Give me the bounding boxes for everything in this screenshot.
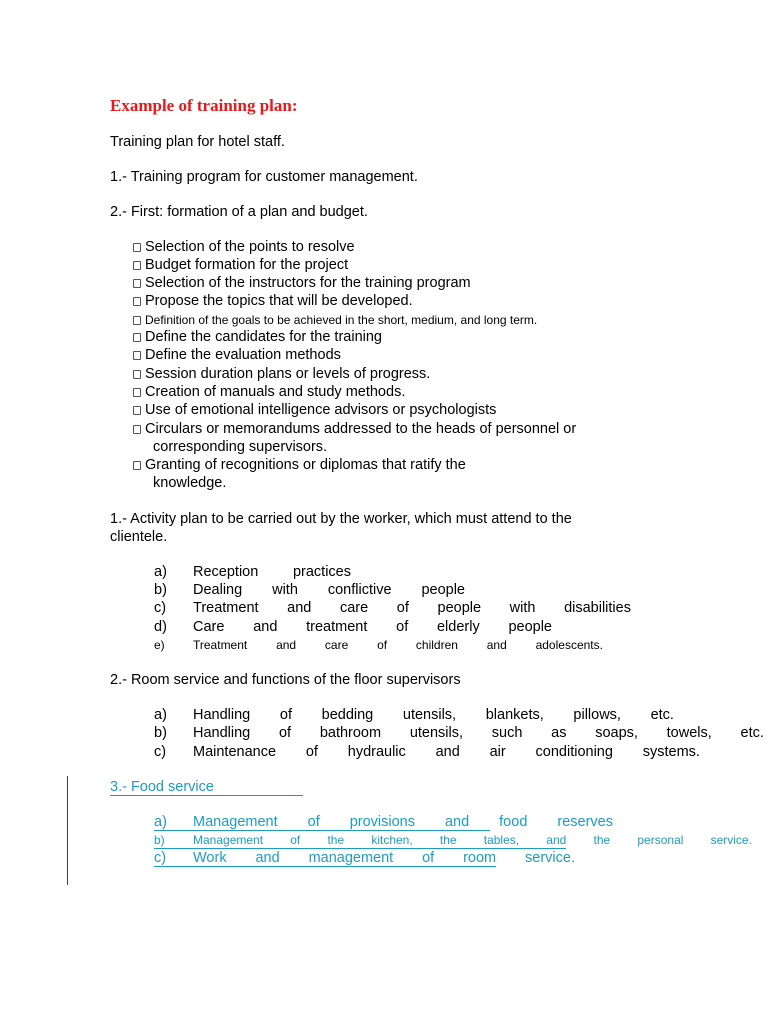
document-title: Example of training plan:	[110, 96, 298, 115]
checkbox-bullet-icon	[133, 243, 141, 252]
list-marker: b)	[154, 725, 167, 741]
list-word: hydraulic	[347, 744, 406, 760]
list-item	[154, 849, 575, 867]
list-item	[154, 813, 613, 831]
list-word: air	[489, 744, 506, 760]
list-word: Dealing	[193, 582, 243, 598]
list-item	[133, 383, 405, 401]
list-word: Work	[193, 850, 227, 866]
list-word: tables,	[483, 833, 520, 847]
list-item	[133, 292, 413, 310]
list-marker: b)	[154, 582, 167, 598]
list-item-text: Granting of recognitions or diplomas that ratify the	[145, 457, 466, 473]
intro-text: Training plan for hotel staff.	[110, 134, 285, 150]
list-word: of	[396, 619, 409, 635]
list-item	[154, 831, 752, 849]
list-word: children	[415, 638, 458, 652]
checkbox-bullet-icon	[133, 333, 141, 342]
list-item-text: Selection of the points to resolve	[145, 239, 355, 255]
list-word: and	[253, 619, 278, 635]
list-item	[154, 724, 764, 742]
list-word: as	[551, 725, 567, 741]
list-word: the	[327, 833, 345, 847]
list-word: such	[491, 725, 523, 741]
food-c-underline	[154, 866, 496, 867]
list-item-text: Propose the topics that will be developed.	[145, 293, 413, 309]
list-word: of	[290, 833, 301, 847]
list-item	[133, 456, 466, 474]
checkbox-bullet-icon	[133, 316, 141, 325]
list-word: and	[546, 833, 567, 847]
list-item-text: Use of emotional intelligence advisors or psychologists	[145, 402, 497, 418]
list-item	[133, 420, 576, 438]
room-service-heading: 2.- Room service and functions of the floor supervisors	[110, 672, 461, 688]
list-word: and	[444, 814, 470, 830]
list-word: practices	[292, 564, 351, 580]
list-word: service.	[525, 850, 575, 866]
list-word: Treatment	[193, 638, 248, 652]
list-word: the	[439, 833, 457, 847]
list-item	[133, 401, 496, 419]
food-b-underline	[154, 848, 566, 849]
revision-bar	[67, 776, 68, 885]
list-marker: a)	[154, 814, 167, 830]
list-item	[154, 599, 631, 617]
checkbox-bullet-icon	[133, 388, 141, 397]
list-word: treatment	[306, 619, 368, 635]
list-word: with	[272, 582, 298, 598]
list-item	[154, 581, 465, 599]
list-word: adolescents.	[535, 638, 603, 652]
food-a-underline	[154, 830, 490, 831]
food-service-heading: 3.- Food service	[110, 779, 214, 795]
list-item-text: Define the candidates for the training	[145, 329, 382, 345]
list-word: towels,	[666, 725, 712, 741]
list-word: soaps,	[595, 725, 638, 741]
checkbox-bullet-icon	[133, 406, 141, 415]
list-marker: a)	[154, 707, 167, 723]
list-marker: a)	[154, 564, 167, 580]
list-word: bathroom	[319, 725, 382, 741]
list-word: people	[437, 600, 482, 616]
list-word: with	[509, 600, 536, 616]
list-word: and	[435, 744, 460, 760]
step-1-heading: 1.- Training program for customer management.	[110, 169, 418, 185]
list-word: care	[324, 638, 349, 652]
list-word: provisions	[349, 814, 415, 830]
list-word: Management	[193, 833, 264, 847]
checkbox-bullet-icon	[133, 425, 141, 434]
list-word: and	[255, 850, 280, 866]
list-word: systems.	[642, 744, 700, 760]
checkbox-bullet-icon	[133, 261, 141, 270]
list-word: reserves	[557, 814, 613, 830]
list-item	[133, 311, 537, 329]
list-item	[154, 563, 351, 581]
list-item-text: Budget formation for the project	[145, 257, 349, 273]
list-word: Handling	[193, 725, 251, 741]
list-word: etc.	[650, 707, 674, 723]
list-word: food	[499, 814, 528, 830]
list-item	[154, 706, 674, 724]
list-word: etc.	[740, 725, 764, 741]
list-word: utensils,	[409, 725, 464, 741]
list-item	[133, 274, 471, 292]
list-marker: c)	[154, 744, 167, 760]
checkbox-bullet-icon	[133, 279, 141, 288]
list-marker: c)	[154, 850, 167, 866]
list-word: service.	[710, 833, 752, 847]
checkbox-bullet-icon	[133, 461, 141, 470]
activity-heading-cont: clientele.	[110, 529, 168, 545]
list-marker: e)	[154, 638, 165, 652]
list-word: conditioning	[535, 744, 613, 760]
step-2-heading: 2.- First: formation of a plan and budget.	[110, 204, 368, 220]
list-item-continuation: knowledge.	[153, 475, 227, 491]
list-word: conflictive	[327, 582, 392, 598]
list-marker: b)	[154, 833, 165, 847]
list-item-text: Session duration plans or levels of progress.	[145, 366, 431, 382]
list-item-text: Circulars or memorandums addressed to the heads of personnel or	[145, 421, 577, 437]
list-word: of	[396, 600, 409, 616]
list-word: utensils,	[402, 707, 457, 723]
list-word: kitchen,	[371, 833, 413, 847]
list-word: Handling	[193, 707, 251, 723]
list-word: and	[276, 638, 297, 652]
list-word: of	[278, 725, 292, 741]
list-word: bedding	[321, 707, 374, 723]
list-item-text: Definition of the goals to be achieved in the short, medium, and long term.	[145, 313, 538, 327]
list-word: Management	[193, 814, 278, 830]
checkbox-bullet-icon	[133, 297, 141, 306]
list-item	[154, 743, 700, 761]
list-word: Care	[193, 619, 225, 635]
list-word: and	[486, 638, 507, 652]
list-word: of	[279, 707, 292, 723]
list-word: Reception	[193, 564, 259, 580]
list-word: disabilities	[564, 600, 631, 616]
list-word: people	[421, 582, 465, 598]
checkbox-bullet-icon	[133, 370, 141, 379]
list-word: the	[593, 833, 611, 847]
list-item	[154, 636, 603, 654]
list-item	[133, 328, 382, 346]
activity-heading: 1.- Activity plan to be carried out by the worker, which must attend to the	[110, 511, 572, 527]
list-word: of	[305, 744, 318, 760]
list-item-text: Define the evaluation methods	[145, 347, 341, 363]
list-word: pillows,	[573, 707, 621, 723]
list-marker: c)	[154, 600, 167, 616]
list-word: of	[307, 814, 320, 830]
list-word: and	[287, 600, 312, 616]
list-word: room	[463, 850, 497, 866]
list-item	[133, 365, 430, 383]
list-word: Maintenance	[193, 744, 277, 760]
list-word: personal	[637, 833, 684, 847]
checkbox-bullet-icon	[133, 351, 141, 360]
list-item	[154, 618, 552, 636]
list-item-text: Creation of manuals and study methods.	[145, 384, 406, 400]
list-item	[133, 346, 341, 364]
list-word: care	[339, 600, 369, 616]
list-word: Treatment	[193, 600, 259, 616]
food-heading-underline	[110, 795, 303, 796]
list-item-text: Selection of the instructors for the training program	[145, 275, 471, 291]
list-marker: d)	[154, 619, 167, 635]
list-word: of	[422, 850, 435, 866]
list-word: people	[508, 619, 552, 635]
list-word: of	[377, 638, 388, 652]
list-item	[133, 256, 348, 274]
list-item	[133, 238, 355, 256]
list-item-continuation: corresponding supervisors.	[153, 439, 328, 455]
list-word: blankets,	[485, 707, 544, 723]
list-word: management	[308, 850, 394, 866]
list-word: elderly	[436, 619, 480, 635]
